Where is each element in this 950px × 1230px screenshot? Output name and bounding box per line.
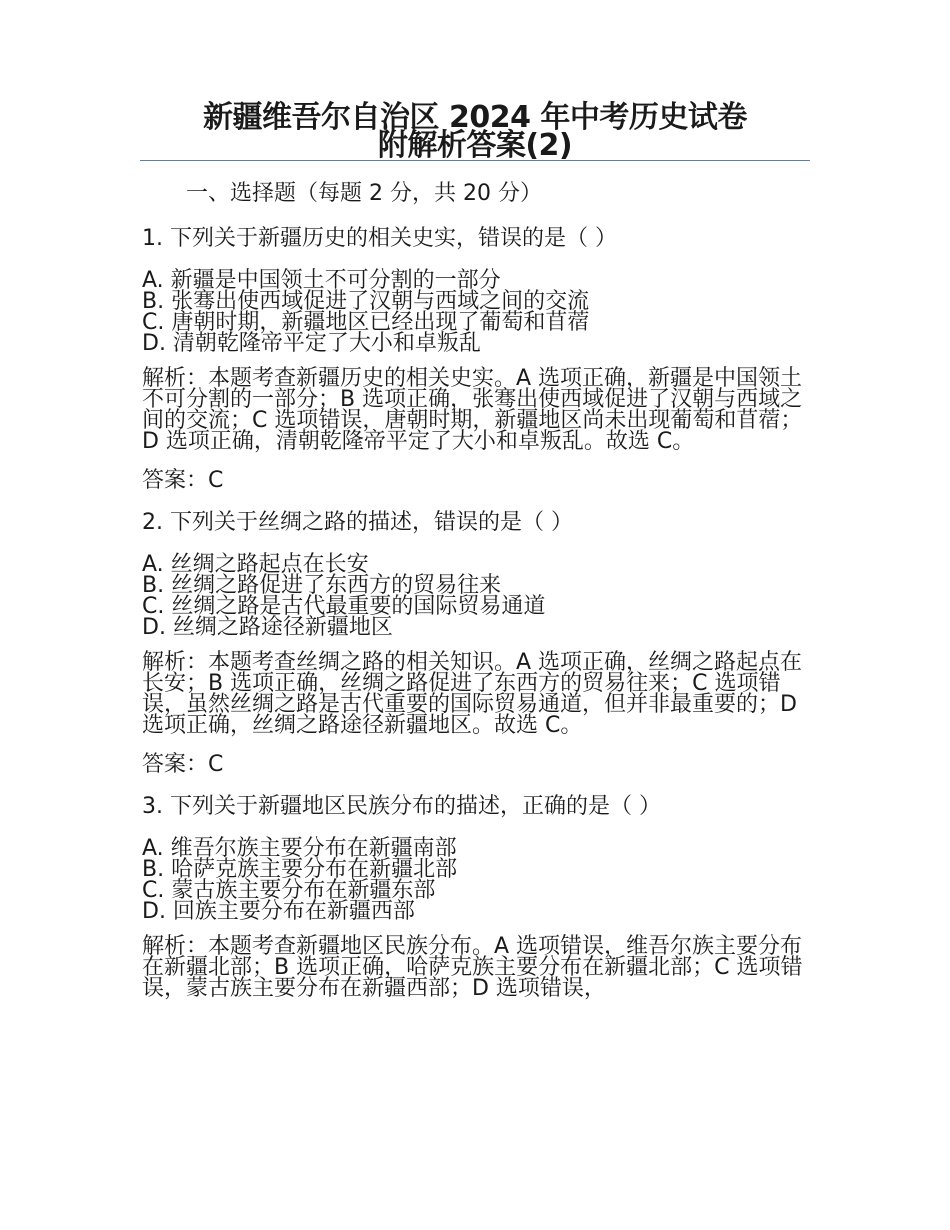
option-a: A. 新疆是中国领土不可分割的一部分 <box>142 268 501 293</box>
question-analysis: 解析：本题考查新疆历史的相关史实。A 选项正确，新疆是中国领土不可分割的一部分；B 选项正确，张骞出使西域促进了汉朝与西域之间的交流；C 选项错误，唐朝时期，新疆地区尚未出现葡萄和苜蓿；D 选项正确，清朝乾隆帝平定了大小和卓叛乱。故选 C。 <box>142 366 803 454</box>
option-d: D. 回族主要分布在新疆西部 <box>142 899 415 924</box>
option-a: A. 丝绸之路起点在长安 <box>142 552 369 577</box>
option-d: D. 清朝乾隆帝平定了大小和卓叛乱 <box>142 331 481 356</box>
option-list <box>142 554 810 638</box>
option-a: A. 维吾尔族主要分布在新疆南部 <box>142 836 457 861</box>
question-stem: 2. 下列关于丝绸之路的描述，错误的是（ ） <box>142 510 573 535</box>
title-line-2: 附解析答案(2) <box>377 128 573 163</box>
option-c: C. 丝绸之路是古代最重要的国际贸易通道 <box>142 594 546 619</box>
option-b: B. 张骞出使西域促进了汉朝与西域之间的交流 <box>142 289 590 314</box>
option-list <box>142 270 810 354</box>
question-3 <box>142 792 810 999</box>
question-stem: 3. 下列关于新疆地区民族分布的描述，正确的是（ ） <box>142 794 661 819</box>
title-divider <box>140 160 810 161</box>
option-b: B. 哈萨克族主要分布在新疆北部 <box>142 857 458 882</box>
option-c: C. 唐朝时期，新疆地区已经出现了葡萄和苜蓿 <box>142 310 590 335</box>
question-analysis: 解析：本题考查新疆地区民族分布。A 选项错误，维吾尔族主要分布在新疆北部；B 选项正确，哈萨克族主要分布在新疆北部；C 选项错误，蒙古族主要分布在新疆西部；D 选项错误， <box>142 934 803 1001</box>
question-answer: 答案：C <box>142 752 224 777</box>
option-d: D. 丝绸之路途径新疆地区 <box>142 615 393 640</box>
document-title <box>140 100 810 163</box>
question-2 <box>142 508 810 780</box>
title-line-1: 新疆维吾尔自治区 2024 年中考历史试卷 <box>203 100 747 135</box>
question-list <box>142 224 810 1013</box>
option-list <box>142 838 810 922</box>
option-c: C. 蒙古族主要分布在新疆东部 <box>142 878 436 903</box>
question-analysis: 解析：本题考查丝绸之路的相关知识。A 选项正确，丝绸之路起点在长安；B 选项正确，丝绸之路促进了东西方的贸易往来；C 选项错误，虽然丝绸之路是古代重要的国际贸易通道，但并非最重要的；D 选项正确，丝绸之路途径新疆地区。故选 C。 <box>142 650 803 738</box>
question-1 <box>142 224 810 496</box>
question-answer: 答案：C <box>142 468 224 493</box>
option-b: B. 丝绸之路促进了东西方的贸易往来 <box>142 573 502 598</box>
section-heading: 一、选择题（每题 2 分，共 20 分） <box>186 181 542 206</box>
question-stem: 1. 下列关于新疆历史的相关史实，错误的是（ ） <box>142 226 617 251</box>
